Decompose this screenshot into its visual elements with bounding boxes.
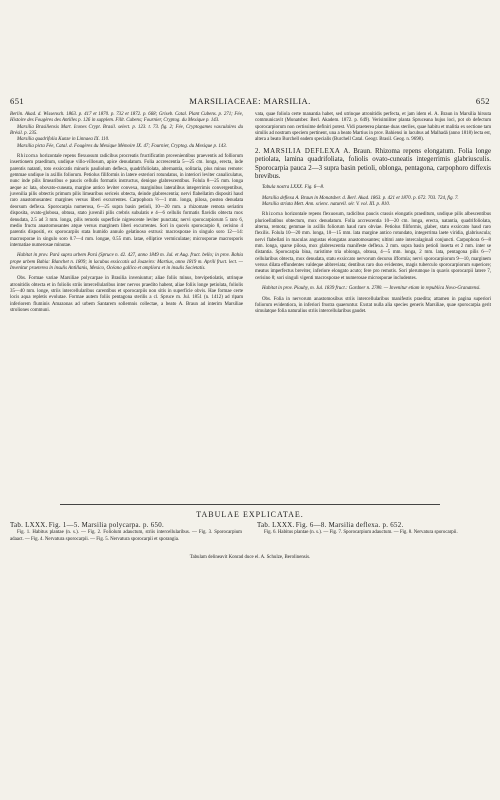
- explanation-entry: [10, 523, 242, 530]
- observation-paragraph: Obs. Folia in nervorum anastomosibus striis intercellularibus manifestis praedita; attamen in pagina superiori foliorum evidentiora, in inferiori frustra quaeruntur. Exstat nulla alia species generis Marsiliae, quae sporocarpia gerit simulatque folia naturalius striis intercellularibus gaudet.: [255, 296, 491, 315]
- observation-paragraph: Obs. Formae variae Marsiliae polycarpae in Brasilia inveniuntur; aliae foliis minus, brevipetiolatis, utrinque atronitidis obtecta et in foliolis striis intercellularibus inter nervos praedito habent, aliae foliis longe petiolata, foliolis 35—40 mm. longe, striis intercellularibus carentibus et sporocarpiis non sitis in superficie obvis. Hae formae certe locis aqua repletis evolutae. Formae autem foliis pentagona sterilis a cl. Spruce m. Jul. 1851 (n. 1412) ad ripam inferiorem fluminis Amazonas ad urbem Santarem sollemnis collectae, a beato A. Braun ad interim Marsiliae stroliones communi.: [10, 276, 243, 313]
- continuation-paragraph: vata, quae foliola certe manantia habet, sed utrinque atronitidis perfecta, et jam idem el. A. Braun in Marsilia hirsuta communicavit (Monatsber. Berl. Akadem. 1872. p. 649). Verisimiliter planta Spruceana hujus loci, pot ob defectum sporocarpiorum non certissime definiri potest. Vidi praeterea plantae duas steriles, quae habitu et malitia ex sectione tam similis ad nostram speciem pertinent, una a beato Martius in prov. Bahiensi in lacubus ad Malhadá (anno 1818) lecta est, altera a beato Burchell eadem specialis (Burchell Catal. Geogr. Brasil. Geog. n. 9698).: [255, 112, 492, 143]
- explanation-title: TABULAE EXPLICATAE.: [196, 510, 304, 519]
- figure-label: Fig. 6—8. Marsilia deflexa. p. 652.: [295, 522, 404, 529]
- figure-label: Fig. 1—5. Marsilia polycarpa. p. 650.: [48, 522, 164, 529]
- plate-label: Tab. LXXX.: [10, 522, 48, 529]
- description-paragraph: [255, 212, 491, 282]
- species-name: MARSILIA DEFLEXA: [263, 147, 341, 155]
- plate-label: Tab. LXXX.: [257, 522, 295, 529]
- reference-paragraph: Marsilia picta Fée, Catal. d. Fougères du Mexique Mémoire IX. 47; Fournier, Cryptog. du Mexique p. 143.: [17, 143, 227, 149]
- right-column: [255, 112, 491, 316]
- page-number-left: 651: [10, 96, 25, 106]
- left-column: [10, 112, 243, 314]
- plate-credit: Tabulam delineavit Konrad duce el. A. Schulze, Berolinensis.: [189, 555, 311, 560]
- species-author: A. Braun.: [343, 147, 372, 155]
- description-text: horizontale repens flexuosum, radicibus paucis crassis elongatis praeditum, undique pilis albescentibus plurioellatibus obtectum, mox denudatum. Folia accrescentia 10—20 cm. longa, erecta, natantia, quadrifoliolata, alterna, remota; gemmae in axillis foliorum haud raro obviae. Petiolus filiformis, glaber, statu exsiccato haud raro flexilis. Folula 10—20 mm. longa, 10—15 mm. lata margine antico rotundato, integerrima laete viridia, glabriuscula; nervi flabellati in maculas angustas elongatas anastomosantes; ultimi ante intercalaginali conjuncti. Carpophora 6—8 mm. longa, sparse pilosa, mox glabrescentia manifeste deflexa. 2 mm. supra basin petioli inserta et 2 mm. inter se distantia. Sporocarpia bina, raristime tria oblonga, obtusa, 4—5 mm. longa, 2 mm. lata, pentagona pilis 6—7 cellularibus obtecta, mox denudata, statu exsiccato nervorum decursu ifformia; nervi sporocarpiorum 9—10, marginem versus dilata effundentes valdeque abbreviata; dentibus raro duo evidentes, magis tuberculo sporocarpiorum superiore; meatus imperfectus breviter, inferiore elongato acuto; fere pro remotis. Sori plerumque in quavis sporocarpii latere 7, cerisino 8; sori singuli vigenti macrosporae et numerosae microsporae includentes.: [255, 212, 491, 281]
- plate-reference: Tabula nostra LXXX. Fig. 6—8.: [262, 185, 325, 191]
- page-number-right: 652: [475, 96, 490, 106]
- description-paragraph: [10, 154, 243, 249]
- species-diagnosis: Rhizoma repens elongatum. Folia longe petiolata, lamina quadrifoliata, foliolis ovato-cuneatis integerrimis glabriusculis. Sporocarpia pauca 2—3 supra basin petioli, oblonga, pentagona, carpophoro diffexis brevibus.: [255, 147, 491, 180]
- explanation-left: [10, 523, 242, 543]
- species-number: 2.: [255, 147, 261, 155]
- species-heading: [255, 148, 491, 182]
- explanation-text: Fig. 1. Habitus plantae (n. s.). — Fig. 2. Foliolum adauctum, striis intercellularibus. — Fig. 3. Sporocarpium adaact. — Fig. 4. Nervatura sporocarpii. — Fig. 5. Nervatura sporocarpii et sporangia.: [10, 530, 242, 542]
- habitat-paragraph: Habitat in prov. Piauhy, m. Jul. 1839 fruct.: Gardner n. 2780. — Invenitur etiam in republica Novo-Granatensi.: [262, 286, 481, 292]
- section-divider: [60, 504, 440, 505]
- reference-paragraph: Marsilia striata Mett. Ann. scienc. naturell. sér. V. vol. III. p. 810.: [262, 202, 391, 208]
- explanation-text: Fig. 6. Habitus plantae (n. s.). — Fig. 7. Sporocarpium adauctum. — Fig. 8. Nervatura sporocarpii.: [264, 530, 458, 536]
- description-lead: Rhizoma: [17, 154, 39, 160]
- running-title: MARSILIACEAE: MARSILIA.: [189, 96, 311, 106]
- page-header: [10, 96, 490, 110]
- description-text: horizontale repens flexuosum radicibus procreatis fructificatim provenientibus praeventis ad folliorum insertionem praeditum, undique villo-villosum, apice denudatum. Folia accrescentia 5—25 cm. longa, erecta, inde parentis natanti, toto exsiccatis minoris pauliolum defleca, quadrifoliolata, alternantia, solitaria, plus minus remote: gemmae undique in axillis foliorum. Petiolus filiformis in latere exteriori rotundatus, in interiori leviter canaliculatus, nunc inde pilis limearibus e paucis cellulis formatis instructus, denique glabrescentibus. Folula 8—25 mm. longa aeque ac lata, obovato-cuneata, margine antico leviter convexa, marginibus lateralibus integerrimis convergentibus, juvenilia pilis obtectis primum pilis limearibus sericeis obtecta, deinde glabrescentia; nervi flabellatim dispositi haud raro anastomosantes: margines versus liberi excurrentes. Carpophora ½—1 mm. longa, pilosa, postea denudata deorsum deflexa. Sporocarpia numerosa, 6—25 supra basin petioli, 10—20 mm. a rhizomate remota seriatim disposita, ovato-globosa, obtusa, stato juvenili pilis crebris subulatis e 4—6 cellulis formatis flavidis obtecta mox denudata, 2.5 ad 3 mm. longa, pilis remotis superficie nigrescente leviter punctata; nervi sporocarpiorum 5 raro 6, medio fructu anastomosantes atque versus marginem liberi excurrentes. Sori in quovis sporocarpio 8, cerisino 4 parentis dispositi, ex sporocarpiis stata humido annulo gelatinoso extrusi: macrosporae in singulo soro 12—14: macrosporae in singulo soro 0.7—4 mm. longae, 0.55 mm. latae, elliptice vermiculatae; microsporae macrosporis internatiae numerosae minutae.: [10, 154, 243, 248]
- reference-paragraph: Marsilia deflexa A. Braun in Monatsber. d. Berl. Akad. 1863. p. 421 et 1870. p. 672. 703. 724, fig. 7.: [262, 195, 459, 201]
- reference-paragraph: Marsilia Brasiliensis Mart. Icones Crypt. Brasil. select. p. 123. t. 73. fig. 2; Fée, Cryptogames vasculaires du Brésil. p. 235.: [10, 124, 243, 137]
- reference-paragraph: Marsilia quadrifolia Kunze in Linnaea IX. 110.: [17, 137, 110, 143]
- description-lead: Rhizoma: [262, 212, 284, 218]
- habitat-paragraph: Habitat in prov. Pará supra urbem Pará (Spruce n. 42. 427, anno 1849 m. Jul. et Aug. fruct. bello; in prov. Bahia prope urbem Bahia: Blanchet n. 1809; in lacubus exsiccatis ad Joazeiro: Martius, anno 1819 m. Aprili fruct. lect. — Invenitur praeterea in insulis Antillanis, Mexico, Océano gallico et ampliora et in insulis Societatis.: [10, 253, 243, 271]
- reference-paragraph: Berlin. Akad. d. Wissensch. 1863. p. 417 et 1870. p. 732 et 1872. p. 668; Griseb. Catal. Plant Cubens. p. 271; Fée, Histoire des Fougères des Antilles p. 126 in supplem. Fillt. Cubens; Fournier, Cryptog. du Mexique p. 143.: [10, 112, 243, 124]
- explanation-entry: [257, 523, 491, 530]
- explanation-right: [257, 523, 491, 537]
